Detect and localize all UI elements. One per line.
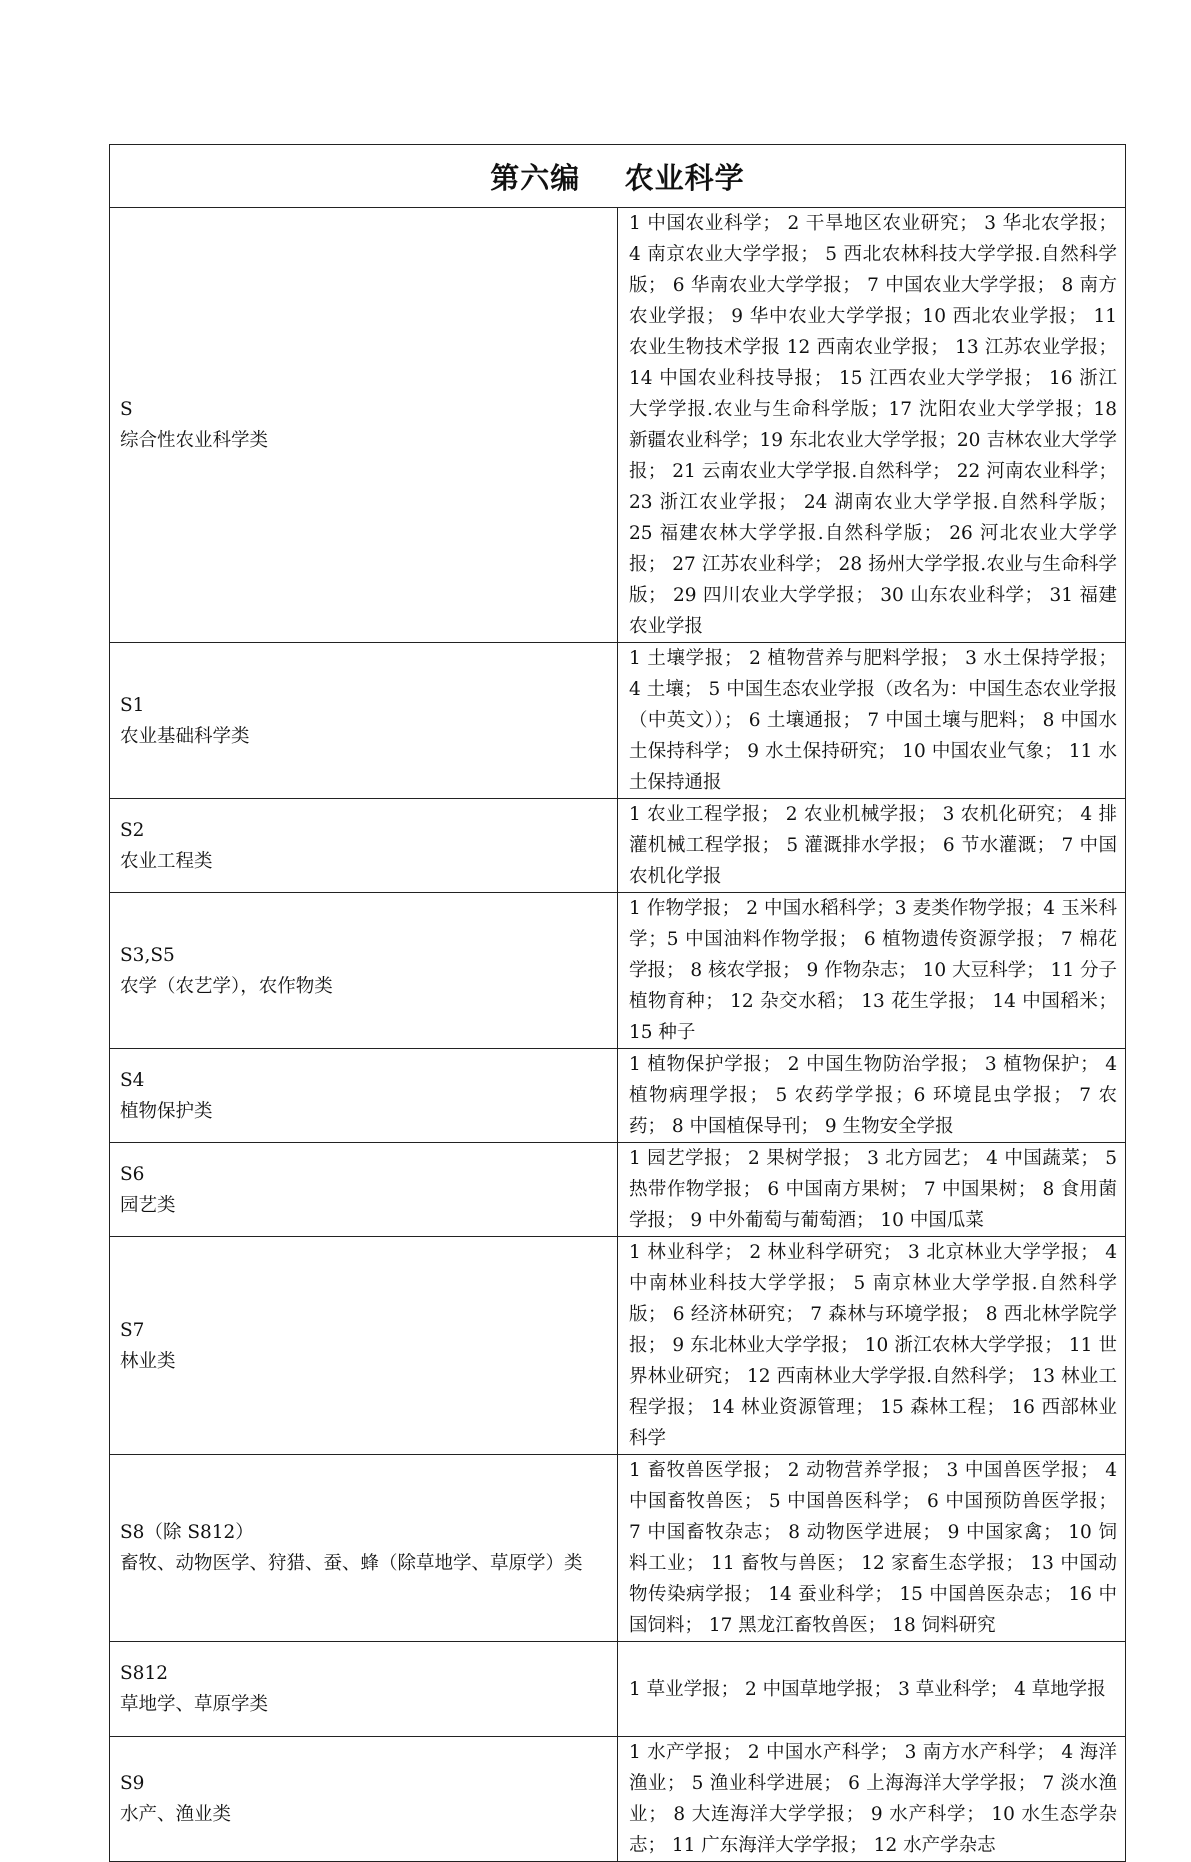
category-code: S6: [120, 1163, 145, 1185]
category-cell: [110, 643, 618, 799]
table-row: [110, 1737, 1126, 1862]
table-row: [110, 893, 1126, 1049]
category-name: 畜牧、动物医学、狩猎、蚕、蜂（除草地学、草原学）类: [120, 1553, 583, 1574]
journal-list: 1 植物保护学报； 2 中国生物防治学报； 3 植物保护； 4 植物病理学报； 5 农药学学报；6 环境昆虫学报； 7 农药； 8 中国植保导刊； 9 生物安全学报: [629, 1054, 1117, 1137]
journal-catalog-table: [109, 144, 1126, 1862]
journal-list-cell: [618, 893, 1126, 1049]
category-cell: [110, 799, 618, 893]
category-cell: [110, 1237, 618, 1455]
journal-list: 1 土壤学报； 2 植物营养与肥料学报； 3 水土保持学报； 4 土壤； 5 中国生态农业学报（改名为：中国生态农业学报（中英文））； 6 土壤通报； 7 中国土壤与肥料； 8 中国水土保持科学； 9 水土保持研究； 10 中国农业气象； 11 水土保持通报: [629, 648, 1117, 793]
table-row: [110, 799, 1126, 893]
journal-list-cell: [618, 1737, 1126, 1862]
category-name: 综合性农业科学类: [120, 430, 269, 451]
category-name: 农业工程类: [120, 850, 213, 872]
table-row: [110, 1143, 1126, 1237]
category-name: 农学（农艺学），农作物类: [120, 975, 333, 997]
page-title: 第六编 农业科学: [490, 160, 745, 195]
title-row: [110, 145, 1126, 208]
category-name: 农业基础科学类: [120, 725, 250, 747]
category-cell: [110, 1049, 618, 1143]
journal-list-cell: [618, 799, 1126, 893]
category-name: 植物保护类: [120, 1100, 213, 1122]
journal-list: 1 作物学报； 2 中国水稻科学；3 麦类作物学报；4 玉米科学；5 中国油料作物学报； 6 植物遗传资源学报； 7 棉花学报； 8 核农学报； 9 作物杂志； 10 大豆科学； 11 分子植物育种； 12 杂交水稻； 13 花生学报； 14 中国稻米； 15 种子: [629, 898, 1117, 1043]
category-code: S8（除 S812）: [120, 1522, 254, 1543]
table-row: [110, 1455, 1126, 1642]
category-code: S: [120, 399, 133, 420]
journal-list-cell: [618, 1143, 1126, 1237]
journal-list-cell: [618, 1237, 1126, 1455]
category-cell: [110, 893, 618, 1049]
journal-list-cell: [618, 208, 1126, 643]
journal-list-cell: [618, 643, 1126, 799]
category-code: S9: [120, 1773, 145, 1794]
journal-list: 1 林业科学； 2 林业科学研究； 3 北京林业大学学报； 4 中南林业科技大学学报； 5 南京林业大学学报.自然科学版； 6 经济林研究； 7 森林与环境学报； 8 西北林学院学报； 9 东北林业大学学报； 10 浙江农林大学学报； 11 世界林业研究； 12 西南林业大学学报.自然科学； 13 林业工程学报； 14 林业资源管理； 15 森林工程； 16 西部林业科学: [629, 1242, 1117, 1449]
category-code: S1: [120, 694, 145, 716]
journal-list: 1 中国农业科学； 2 干旱地区农业研究； 3 华北农学报； 4 南京农业大学学报； 5 西北农林科技大学学报.自然科学版； 6 华南农业大学学报； 7 中国农业大学学报； 8 南方农业学报； 9 华中农业大学学报；10 西北农业学报； 11 农业生物技术学报 12 西南农业学报； 13 江苏农业学报； 14 中国农业科技导报； 15 江西农业大学学报； 16 浙江大学学报.农业与生命科学版；17 沈阳农业大学学报；18 新疆农业科学；19 东北农业大学学报；20 吉林农业大学学报； 21 云南农业大学学报.自然科学； 22 河南农业科学； 23 浙江农业学报； 24 湖南农业大学学报.自然科学版； 25 福建农林大学学报.自然科学版； 26 河北农业大学学报； 27 江苏农业科学； 28 扬州大学学报.农业与生命科学版； 29 四川农业大学学报； 30 山东农业科学； 31 福建农业学报: [629, 213, 1117, 637]
table-row: [110, 208, 1126, 643]
journal-list-cell: [618, 1049, 1126, 1143]
category-code: S7: [120, 1319, 145, 1341]
journal-list: 1 园艺学报； 2 果树学报； 3 北方园艺； 4 中国蔬菜； 5 热带作物学报； 6 中国南方果树； 7 中国果树； 8 食用菌学报； 9 中外葡萄与葡萄酒； 10 中国瓜菜: [629, 1148, 1117, 1231]
category-code: S2: [120, 819, 145, 841]
category-name: 林业类: [120, 1350, 176, 1372]
title-cell: [110, 145, 1126, 208]
category-cell: [110, 1642, 618, 1737]
table-row: [110, 1049, 1126, 1143]
category-cell: [110, 208, 618, 643]
category-name: 水产、渔业类: [120, 1804, 232, 1825]
category-code: S812: [120, 1663, 168, 1684]
table-row: [110, 643, 1126, 799]
journal-list-cell: [618, 1642, 1126, 1737]
journal-list: 1 畜牧兽医学报； 2 动物营养学报； 3 中国兽医学报； 4 中国畜牧兽医； 5 中国兽医科学； 6 中国预防兽医学报； 7 中国畜牧杂志； 8 动物医学进展； 9 中国家禽； 10 饲料工业； 11 畜牧与兽医； 12 家畜生态学报； 13 中国动物传染病学报； 14 蚕业科学； 15 中国兽医杂志； 16 中国饲料； 17 黑龙江畜牧兽医； 18 饲料研究: [629, 1460, 1117, 1636]
journal-list: 1 农业工程学报； 2 农业机械学报； 3 农机化研究； 4 排灌机械工程学报； 5 灌溉排水学报； 6 节水灌溉； 7 中国农机化学报: [629, 804, 1117, 887]
category-name: 园艺类: [120, 1194, 176, 1216]
journal-list: 1 草业学报； 2 中国草地学报； 3 草业科学； 4 草地学报: [629, 1678, 1106, 1700]
table-row: [110, 1237, 1126, 1455]
category-cell: [110, 1143, 618, 1237]
category-name: 草地学、草原学类: [120, 1694, 269, 1715]
journal-list-cell: [618, 1455, 1126, 1642]
category-cell: [110, 1737, 618, 1862]
table-row: [110, 1642, 1126, 1737]
journal-list: 1 水产学报； 2 中国水产科学； 3 南方水产科学； 4 海洋渔业； 5 渔业科学进展； 6 上海海洋大学学报； 7 淡水渔业； 8 大连海洋大学学报； 9 水产科学； 10 水生态学杂志； 11 广东海洋大学学报； 12 水产学杂志: [629, 1742, 1117, 1856]
category-code: S3,S5: [120, 944, 175, 966]
category-code: S4: [120, 1069, 145, 1091]
category-cell: [110, 1455, 618, 1642]
